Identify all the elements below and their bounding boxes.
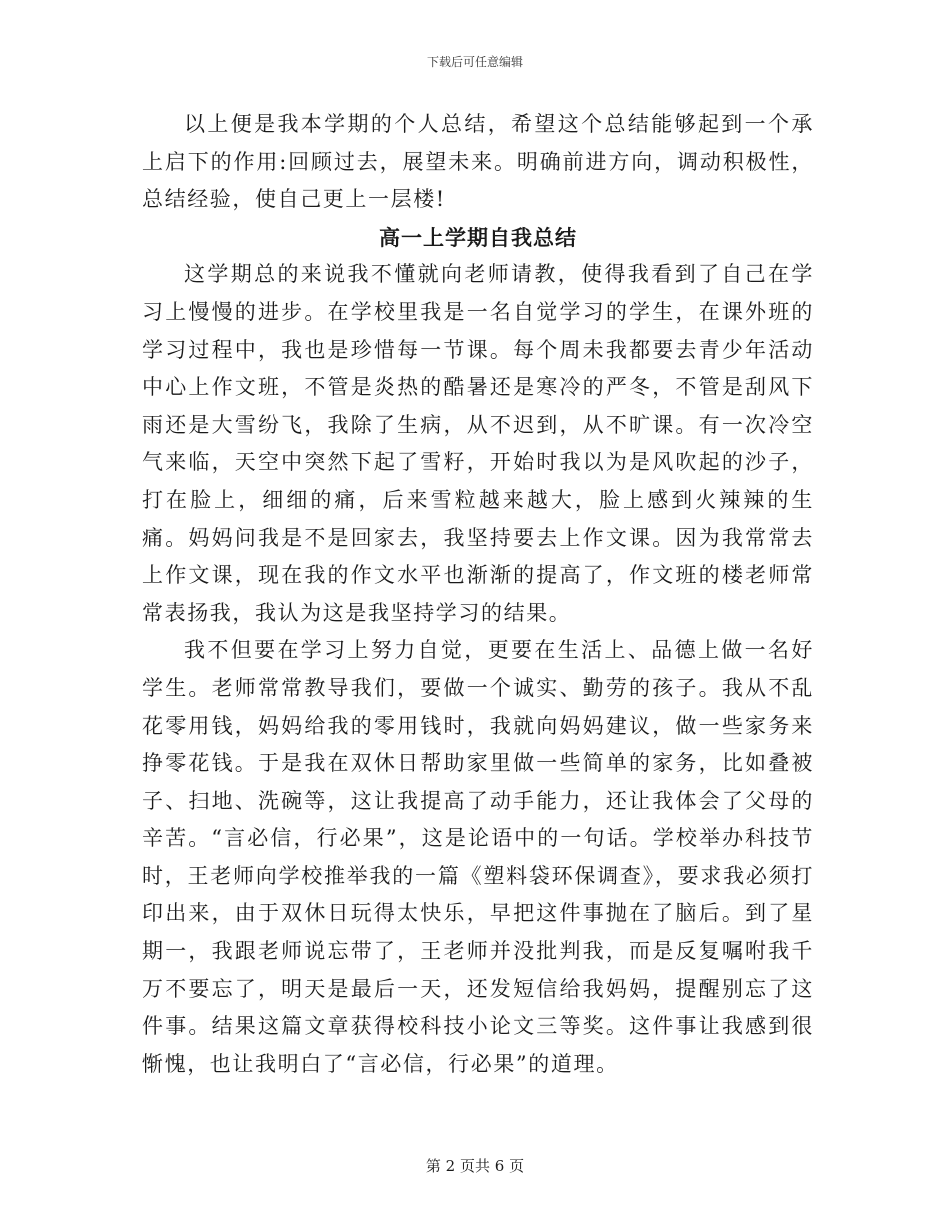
section-title: 高一上学期自我总结	[379, 224, 577, 250]
intro-paragraph: 以上便是我本学期的个人总结，希望这个总结能够起到一个承上启下的作用:回顾过去，展望未来。明确前进方向，调动积极性，总结经验，使自己更上一层楼!	[142, 112, 814, 212]
body-paragraph-2: 我不但要在学习上努力自觉，更要在生活上、品德上做一名好学生。老师常常教导我们，要做一个诚实、勤劳的孩子。我从不乱花零用钱，妈妈给我的零用钱时，我就向妈妈建议，做一些家务来挣零花钱。于是我在双休日帮助家里做一些简单的家务，比如叠被子、扫地、洗碗等，这让我提高了动手能力，还让我体会了父母的辛苦。“言必信，行必果”，这是论语中的一句话。学校举办科技节时，王老师向学校推举我的一篇《塑料袋环保调查》，要求我必须打印出来，由于双休日玩得太快乐，早把这件事抛在了脑后。到了星期一，我跟老师说忘带了，王老师并没批判我，而是反复嘱咐我千万不要忘了，明天是最后一天，还发短信给我妈妈，提醒别忘了这件事。结果这篇文章获得校科技小论文三等奖。这件事让我感到很惭愧，也让我明白了“言必信，行必果”的道理。	[142, 638, 814, 1076]
page-indicator: 第 2 页共 6 页	[425, 1157, 525, 1175]
document-body	[142, 106, 814, 1083]
header-note: 下载后可任意编辑	[426, 55, 523, 69]
body-paragraph-1: 这学期总的来说我不懂就向老师请教，使得我看到了自己在学习上慢慢的进步。在学校里我是一名自觉学习的学生，在课外班的学习过程中，我也是珍惜每一节课。每个周未我都要去青少年活动中心上作文班，不管是炎热的酷暑还是寒冷的严冬，不管是刮风下雨还是大雪纷飞，我除了生病，从不迟到，从不旷课。有一次冷空气来临，天空中突然下起了雪籽，开始时我以为是风吹起的沙子，打在脸上，细细的痛，后来雪粒越来越大，脸上感到火辣辣的生痛。妈妈问我是不是回家去，我坚持要去上作文课。因为我常常去上作文课，现在我的作文水平也渐渐的提高了，作文班的楼老师常常表扬我，我认为这是我坚持学习的结果。	[142, 262, 814, 625]
